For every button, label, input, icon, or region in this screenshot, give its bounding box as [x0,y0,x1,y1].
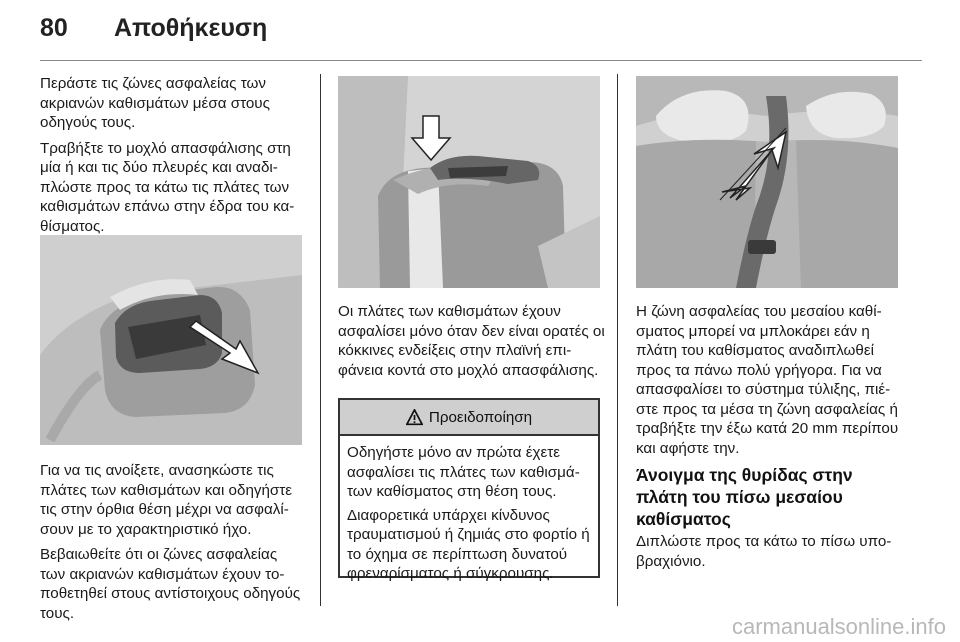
paragraph: Η ζώνη ασφαλείας του μεσαίου καθίσματος μπορεί να μπλοκάρει εάν η πλάτη του καθίσματος αναδιπλωθεί προς τα πάνω πολύ γρήγορα. Για να απασφαλίσει το σύστημα τύλιξης, πιέστε προς τα μέσα τη ζώνη ασφαλείας ή τραβήξτε την έξω κατά 20 mm περίπου και αφήστε την. [636,303,899,457]
page-title: Αποθήκευση [114,14,268,42]
warning-box [338,398,600,582]
paragraph: Τραβήξτε το μοχλό απασφάλισης στη μία ή και τις δύο πλευρές και αναδιπλώστε προς τα κάτω τις πλάτες των καθισμάτων επάνω στην έδρα του καθίσματος. [40,139,295,235]
seatback-lock-drawing [338,76,600,288]
paragraph: Περάστε τις ζώνες ασφαλείας των ακριανών καθισμάτων μέσα στους οδηγούς τους. [40,75,270,131]
page-number: 80 [40,14,68,42]
warning-header [340,400,598,436]
warning-body [340,436,598,584]
column-divider [320,74,321,606]
column-2-text [338,302,608,386]
seat-release-lever-drawing [40,235,302,445]
paragraph: Για να τις ανοίξετε, ανασηκώστε τις πλάτες των καθισμάτων και οδηγήστε τις στην όρθια θέση μέχρι να ασφαλίσουν με το χαρακτηριστικό ήχο. [40,462,293,538]
warning-text: Διαφορετικά υπάρχει κίνδυνος τραυματισμού ή ζημιάς στο φορτίο ή το όχημα σε περίπτωση δυνατού φρεναρίσματος ή σύγκρουσης. [347,506,590,582]
watermark: carmanualsonline.info [731,614,946,639]
paragraph: Οι πλάτες των καθισμάτων έχουν ασφαλίσει μόνο όταν δεν είναι ορατές οι κόκκινες ενδείξεις στην πλαϊνή επιφάνεια κοντά στο μοχλό απασφάλισης. [338,303,605,379]
paragraph: Βεβαιωθείτε ότι οι ζώνες ασφαλείας των ακριανών καθισμάτων έχουν τοποθετηθεί στους αντίστοιχους οδηγούς τους. [40,546,301,622]
warning-text: Οδηγήστε μόνο αν πρώτα έχετε ασφαλίσει τις πλάτες των καθισμάτων καθίσματος στη θέση τους. [347,444,580,500]
paragraph: Διπλώστε προς τα κάτω το πίσω υποβραχιόνιο. [636,533,892,570]
column-1 [40,74,304,242]
center-seatbelt-drawing [636,76,898,288]
seatback-lock-illustration [338,76,600,288]
seat-release-lever-illustration [40,235,302,445]
section-heading: Άνοιγμα της θυρίδας στην πλάτη του πίσω μεσαίου καθίσματος [636,465,853,529]
center-seatbelt-illustration [636,76,898,288]
header-divider [40,60,922,61]
column-1-lower [40,461,306,629]
column-3-text [636,302,906,577]
page-header [40,14,920,54]
warning-title: Προειδοποίηση [428,408,533,426]
column-divider [617,74,618,606]
warning-triangle-icon [406,409,423,426]
